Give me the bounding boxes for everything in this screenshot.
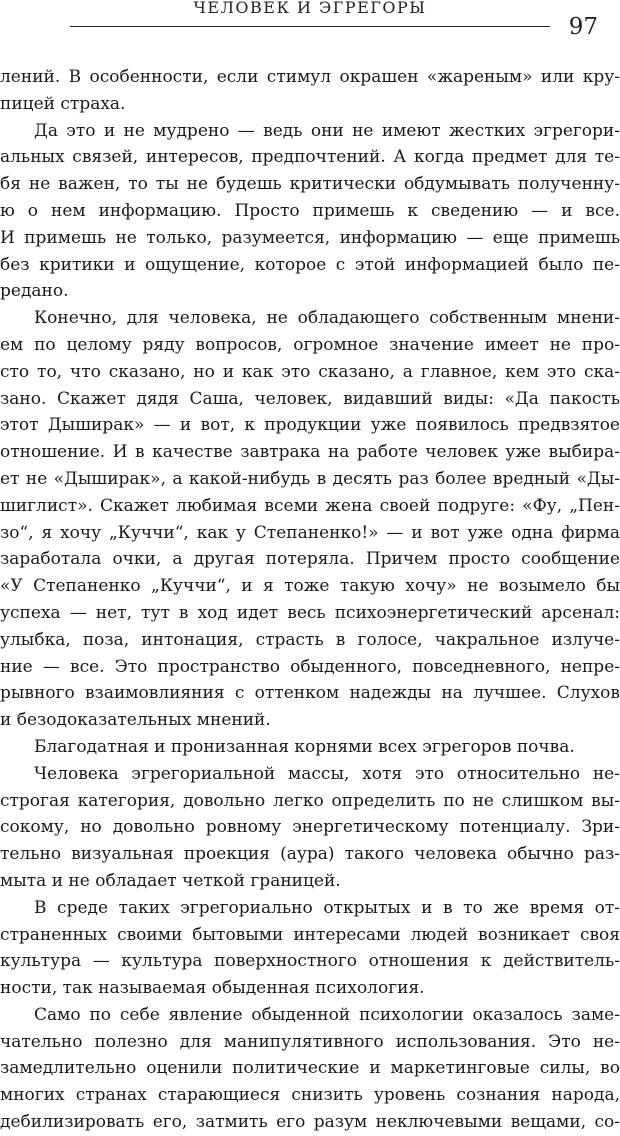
text-line: заработала очки, а другая потеряла. Причем просто сообщение: [0, 549, 620, 570]
text-line: рывного взаимовлияния с оттенком надежды на лучшее. Слухов: [0, 683, 620, 704]
text-line: тельно визуальная проекция (аура) такого человека обычно раз-: [0, 844, 620, 865]
text-line: этот Дыширак» — и вот, к продукции уже появилось предвзятое: [0, 415, 620, 436]
text-line: успеха — нет, тут в ход идет весь психоэнергетический арсенал:: [0, 602, 620, 623]
text-line: дебилизировать его, затмить его разум неключевыми вещами, со-: [0, 1112, 620, 1133]
text-line: и безодоказательных мнений.: [0, 710, 271, 731]
text-line: ние — все. Это пространство обыденного, повседневного, непре-: [0, 656, 620, 677]
text-line: пицей страха.: [0, 93, 126, 114]
text-line: ю о нем информацию. Просто примешь к сведению — и все.: [0, 200, 620, 221]
text-line: Благодатная и пронизанная корнями всех эгрегоров почва.: [34, 736, 575, 757]
text-line: ем по целому ряду вопросов, огромное значение имеет не про-: [0, 334, 620, 355]
text-line: Конечно, для человека, не обладающего собственным мнени-: [34, 308, 620, 329]
text-line: строгая категория, довольно легко определить по не слишком вы-: [0, 790, 620, 811]
header-rule: [70, 26, 550, 27]
text-line: зо“, я хочу „Куччи“, как у Степаненко!» — и вот уже одна фирма: [0, 522, 620, 543]
running-title: ЧЕЛОВЕК И ЭГРЕГОРЫ: [193, 0, 427, 17]
text-line: альных связей, интересов, предпочтений. А когда предмет для те-: [0, 147, 620, 168]
text-line: без критики и ощущение, которое с этой информацией было пе-: [0, 254, 620, 275]
text-line: сто то, что сказано, но и как это сказано, а главное, кем это ска-: [0, 361, 620, 382]
text-line: Да это и не мудрено — ведь они не имеют жестких эгрегори-: [34, 120, 620, 141]
text-line: улыбка, поза, интонация, страсть в голосе, чакральное излуче-: [0, 629, 620, 650]
text-line: отношение. И в качестве завтрака на работе человек уже выбира-: [0, 442, 620, 463]
text-line: «У Степаненко „Куччи“, и я тоже такую хочу» не возымело бы: [0, 576, 620, 597]
text-line: лений. В особенности, если стимул окрашен «жареным» или кру-: [0, 67, 620, 87]
text-line: редано.: [0, 281, 69, 302]
text-line: Человека эгрегориальной массы, хотя это относительно не-: [34, 763, 620, 784]
text-line: многих странах старающиеся снизить уровень сознания народа,: [0, 1085, 620, 1106]
text-line: зано. Скажет дядя Саша, человек, видавший виды: «Да пакость: [0, 388, 620, 409]
page-number: 97: [568, 14, 598, 40]
text-line: сокому, но довольно ровному энергетическому потенциалу. Зри-: [0, 817, 620, 838]
text-line: страненных своими бытовыми интересами людей возникает своя: [0, 924, 620, 945]
text-line: В среде таких эгрегориально открытых и в то же время от-: [34, 897, 620, 918]
text-line: чательно полезно для манипулятивного использования. Это не-: [0, 1031, 620, 1052]
text-line: ет не «Дыширак», а какой-нибудь в десять раз более вредный «Ды-: [0, 468, 620, 489]
text-line: И примешь не только, разумеется, информацию — еще примешь: [0, 227, 620, 248]
text-line: ности, так называемая обыденная психология.: [0, 978, 425, 999]
body-text: [0, 64, 620, 1136]
text-line: культура — культура поверхностного отношения к действитель-: [0, 951, 620, 972]
text-line: бя не важен, то ты не будешь критически обдумывать полученну-: [0, 174, 620, 195]
text-line: замедлительно оценили политические и маркетинговые силы, во: [0, 1058, 620, 1079]
text-line: Само по себе явление обыденной психологии оказалось заме-: [34, 1004, 620, 1025]
text-line: мыта и не обладает четкой границей.: [0, 870, 341, 891]
text-line: шиглист». Скажет любимая всеми жена своей подруге: «Фу, „Пен-: [0, 495, 620, 516]
